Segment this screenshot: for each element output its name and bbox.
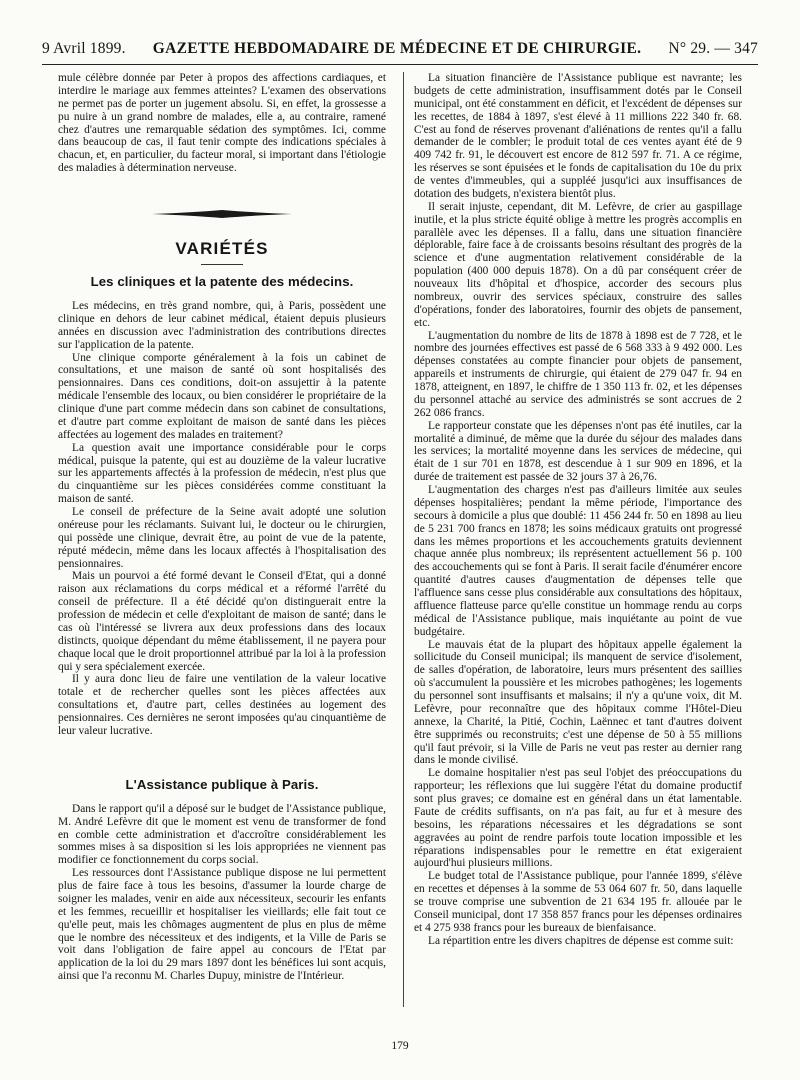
article-title-cliniques: Les cliniques et la patente des médecins. xyxy=(90,274,354,290)
article-paragraph: Dans le rapport qu'il a déposé sur le budget de l'Assistance publique, M. André Lefèvre dit que le moment est venu de transformer de fond en comble cette administration et d'accroître considérablement les sommes mises à sa disposition si les lois appropriées ne viennent pas modifier ce fonctionnement du corps social. xyxy=(58,802,386,867)
article-title-assistance: L'Assistance publique à Paris. xyxy=(125,776,319,792)
article-paragraph: Le conseil de préfecture de la Seine avait adopté une solution onéreuse pour les réclamants. Suivant lui, le docteur ou le chirurgien, qui possède une clinique, devrait être, au point de vue de la patente, réputé médecin, même dans les locaux affectés à l'hospitalisation des pensionnaires. xyxy=(58,506,386,570)
article-paragraph: Mais un pourvoi a été formé devant le Conseil d'Etat, qui a donné raison aux réclamations du corps médical et a réformé l'arrêté du conseil de préfecture. Il a été décidé qu'on distinguerait entre la profession de médecin et celle d'exploitant de maison de santé; dans le cas où l'intéressé se livrera aux deux professions dans des locaux distincts, quoique dépendant du même établissement, il ne payera pour chaque local que le droit proportionnel attribué par la loi à la profession qui y sera spécialement exercée. xyxy=(58,570,386,673)
folio-number: 179 xyxy=(391,1040,409,1052)
issue-page-number: N° 29. — 347 xyxy=(668,40,758,57)
article-paragraph: Le rapporteur constate que les dépenses n'ont pas été inutiles, car la mortalité a diminué, de même que la durée du séjour des malades dans les services; la mortalité moyenne dans les services de médecine, qui était de 1 sur 701 en 1878, est descendue à 1 sur 909 en 1896, et la durée de traitement est passée de 32 jours 37 à 26,76. xyxy=(414,419,742,484)
article-paragraph: Les ressources dont l'Assistance publique dispose ne lui permettent plus de faire face à tous les besoins, d'assumer la lourde charge de soigner les malades, venir en aide aux nécessiteux, secourir les enfants et les femmes, recueillir et hospitaliser les vieillards; elle fait tout ce qu'elle peut, mais les chômages augmentent de plus en plus de même que le nombre des nécessiteux et des indigents, et la Ville de Paris se voit dans l'obligation de faire appel au concours de l'Etat par application de la loi du 29 mars 1897 dont les bénéfices lui sont acquis, ainsi que l'a reconnu M. Charles Dupuy, ministre de l'Intérieur. xyxy=(58,867,386,983)
article-paragraph: La question avait une importance considérable pour le corps médical, puisque la patente, qui est au douzième de la valeur lucrative sur les appartements affectés à la profession de médecin, n'est plus que du cinquantième sur les pièces considérées comme constituant la maison de santé. xyxy=(58,441,386,506)
article-paragraph: Le domaine hospitalier n'est pas seul l'objet des préoccupations du rapporteur; les réflexions que lui suggère l'état du domaine productif sont plus graves; ce domaine est en général dans un état lamentable. Faute de crédits suffisants, on n'a pas fait, au fur et à mesure des besoins, les réparations nécessaires et les dégradations se sont aggravées au point de rendre parfois toute location impossible et les réparations indispensables pour le remettre en état exigeraient aujourd'hui plusieurs millions. xyxy=(414,767,742,870)
left-column xyxy=(58,72,386,983)
article-paragraph: Le mauvais état de la plupart des hôpitaux appelle également la sollicitude du Conseil municipal; ils manquent de service d'isolement, de salles d'opération, de laboratoire, leurs murs présentent des saillies où s'accumulent la poussière et les microbes pathogènes; les logements du personnel sont insuffisants et malsains; il n'y a qu'une voix, dit M. Lefèvre, pour reconnaître que des hôpitaux comme l'Hôtel-Dieu annexe, la Charité, la Pitié, Cochin, Laënnec et tant d'autres doivent être supprimés ou reconstruits; c'est une dépense de 50 à 55 millions qu'il faut prévoir, si la Ville de Paris ne veut pas rester au dernier rang dans le monde civilisé. xyxy=(414,638,742,767)
header-rule xyxy=(42,64,758,65)
running-header xyxy=(42,40,758,66)
ornament-divider-icon xyxy=(152,209,292,219)
continued-paragraph: mule célèbre donnée par Peter à propos des affections cardiaques, et interdire le mariage aux femmes atteintes? L'examen des observations ne permet pas de porter un jugement absolu. Si, en effet, la grossesse a pu nuire à un grand nombre de malades, elle a, au contraire, ramené chez d'autres une remarquable sédation des symptômes. Ici, comme dans beaucoup de cas, il faut tenir compte des indications spéciales à chacun, et, en particulier, du facteur moral, si important dans l'étiologie des maladies à détermination nerveuse. xyxy=(58,72,386,175)
column-divider xyxy=(403,72,404,1007)
section-heading: VARIÉTÉS xyxy=(175,239,269,258)
article-paragraph: L'augmentation du nombre de lits de 1878 à 1898 est de 7 728, et le nombre des journées effectives est passé de 6 568 333 à 9 492 000. Les dépenses constatées au compte financier pour objets de pansement, appareils et instruments de chirurgie, qui étaient de 279 047 fr. 94 en 1878, atteignent, en 1897, le chiffre de 1 350 113 fr. 02, et les dépenses du personnel attaché au service des administrés se sont accrues de 2 262 086 francs. xyxy=(414,329,742,419)
article-paragraph: Il y aura donc lieu de faire une ventilation de la valeur locative totale et de rechercher quelles sont les pièces affectées aux consultations et, d'autre part, celles destinées au logement des pensionnaires. Ces dernières ne seront imposées qu'au cinquantième de leur valeur lucrative. xyxy=(58,673,386,737)
heading-rule xyxy=(201,264,243,265)
article-paragraph: Il serait injuste, cependant, dit M. Lefèvre, de crier au gaspillage inutile, et la plus stricte équité oblige à mettre les progrès accomplis en parallèle avec les dépenses. Il a fallu, dans une situation financière déplorable, faire face à de croissants besoins résultant des progrès de la science et d'une augmentation relativement considérable de la population (400 000 depuis 1878). On a dû par conséquent créer de nouveaux lits d'hôpital et d'hospice, accorder des secours plus nombreux, ouvrir des services spéciaux, construire des salles d'opérations, fonder des laboratoires, fournir des objets de pansement, etc. xyxy=(414,200,742,329)
journal-title: GAZETTE HEBDOMADAIRE DE MÉDECINE ET DE CHIRURGIE. xyxy=(152,40,642,57)
right-column xyxy=(414,72,742,948)
article-paragraph: La situation financière de l'Assistance publique est navrante; les budgets de cette administration, insuffisamment dotés par le Conseil municipal, ont été constamment en déficit, et l'excédent de dépenses sur les recettes, de 1884 à 1897, s'est élevé à 11 millions 222 340 fr. 68. C'est au fond de réserves provenant d'aliénations de rentes qu'il a fallu demander de le combler; le produit total de ces ventes ayant été de 9 409 742 fr. 91, le découvert est encore de 812 597 fr. 71. A ce régime, les réserves se sont épuisées et le fonds de capitalisation du 10e du prix de ventes d'immeubles, qui a suppléé jusqu'ici aux insuffisances de dotation des budgets, n'existera bientôt plus. xyxy=(414,72,742,200)
issue-date: 9 Avril 1899. xyxy=(42,40,126,57)
article-paragraph: L'augmentation des charges n'est pas d'ailleurs limitée aux seules dépenses hospitalières; pendant la même période, l'importance des secours à domicile a plus que doublé: 11 456 244 fr. 50 en 1898 au lieu de 5 231 700 francs en 1878; les soins médicaux gratuits ont progressé dans les mêmes proportions et les accouchements gratuits deviennent chaque année plus nombreux; ils représentent actuellement 56 p. 100 des accouchements qui se font à Paris. Il serait facile d'énumérer encore quantité d'autres causes d'augmentation de dépenses telle que l'affluence sans cesse plus considérable aux consultations des hôpitaux, affluence flatteuse parce qu'elle constitue un hommage rendu au corps médical de l'Assistance publique, mais inquiétante au point de vue budgétaire. xyxy=(414,484,742,638)
article-paragraph: Les médecins, en très grand nombre, qui, à Paris, possèdent une clinique en dehors de leur cabinet médical, étaient depuis plusieurs années en discussion avec l'administration des contributions directes sur l'application de la patente. xyxy=(58,300,386,351)
article-paragraph: Le budget total de l'Assistance publique, pour l'année 1899, s'élève en recettes et dépenses à la somme de 53 064 607 fr. 50, dans laquelle se trouve comprise une subvention de 21 634 195 fr. allouée par le Conseil municipal, dont 17 358 857 francs pour les dépenses ordinaires et 4 275 938 francs pour les bureaux de bienfaisance. xyxy=(414,870,742,934)
article-paragraph: La répartition entre les divers chapitres de dépense est comme suit: xyxy=(428,934,734,947)
article-paragraph: Une clinique comporte généralement à la fois un cabinet de consultations, et une maison de santé où sont hospitalisés des pensionnaires. Dans ces conditions, doit-on assujettir à la patente médicale l'ensemble des locaux, ou bien considérer le propriétaire de la clinique d'une part comme médecin dans son cabinet de consultations, et d'autre part comme exploitant de maison de santé dans les pièces affectées au logement des malades en traitement? xyxy=(58,351,386,441)
